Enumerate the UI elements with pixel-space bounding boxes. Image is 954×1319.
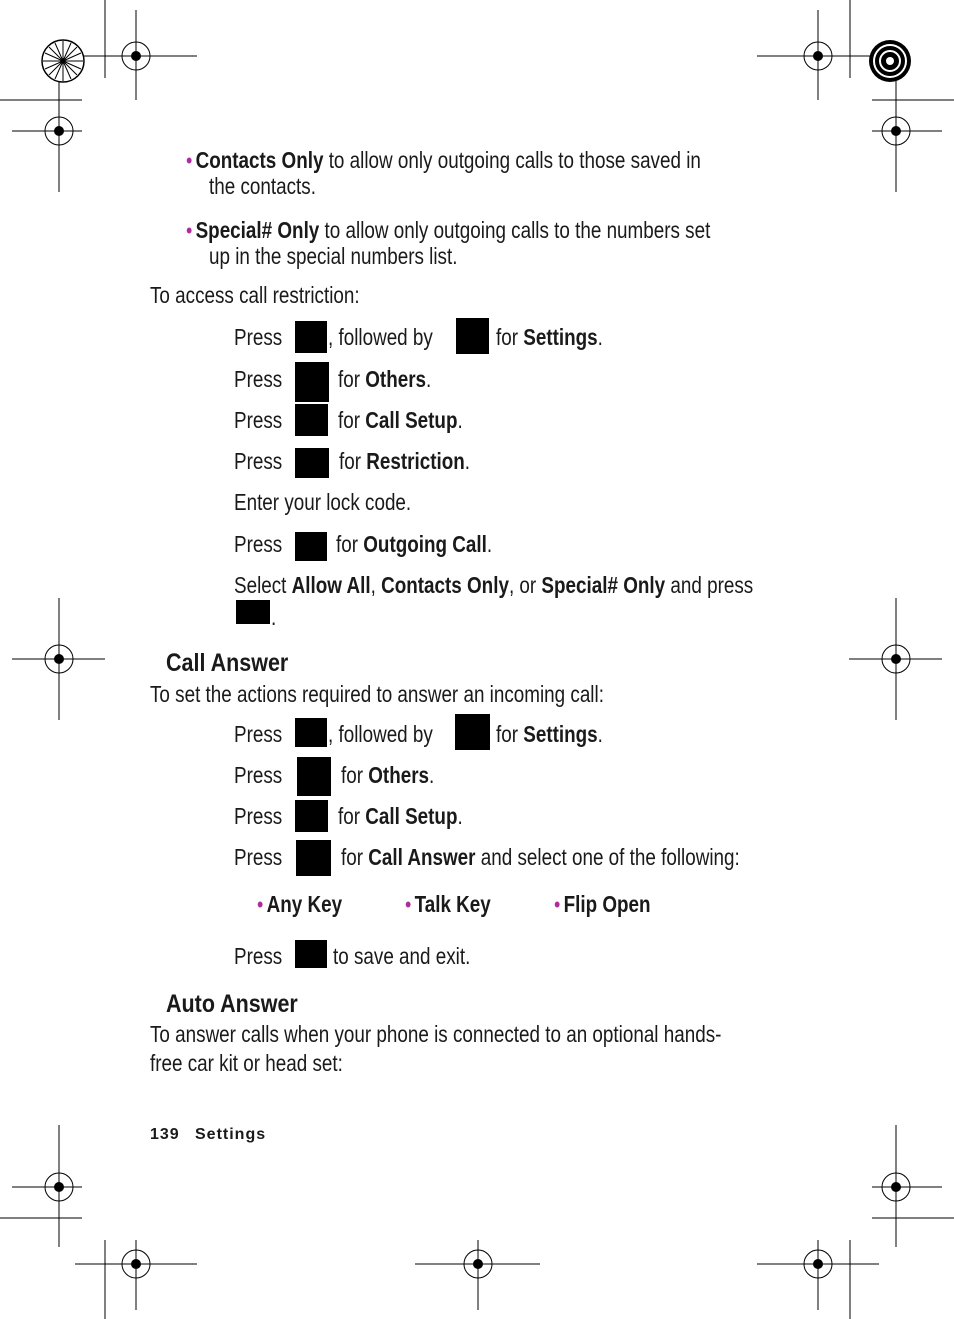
star-target-left	[42, 40, 84, 82]
call-answer-step-3-tail: for Call Setup.	[338, 803, 463, 829]
restriction-step-2-press: Press	[234, 366, 283, 392]
bullet-dot-icon: •	[186, 148, 193, 173]
restriction-step-7-end: .	[271, 604, 277, 630]
auto-answer-line-1: To answer calls when your phone is connected to an optional hands-	[150, 1021, 722, 1047]
restriction-step-5: Enter your lock code.	[234, 489, 412, 515]
restriction-step-4-press: Press	[234, 448, 283, 474]
footer-section: Settings	[195, 1126, 267, 1143]
page-number: 139	[150, 1126, 180, 1143]
bullet-dot-icon: •	[257, 892, 264, 917]
star-target-right	[869, 40, 911, 82]
call-answer-intro: To set the actions required to answer an incoming call:	[150, 681, 604, 707]
bullet-dot-icon: •	[186, 218, 193, 243]
option-talk-key: • Talk Key	[405, 891, 491, 917]
restriction-step-2-tail: for Others.	[338, 366, 432, 392]
number-key-icon	[296, 840, 331, 876]
bullet-contacts-only-cont: the contacts.	[209, 173, 316, 199]
menu-key-icon	[295, 321, 327, 353]
restriction-step-6-press: Press	[234, 531, 283, 557]
bullet-contacts-only: • Contacts Only to allow only outgoing calls to those saved in	[186, 147, 701, 173]
auto-answer-line-2: free car kit or head set:	[150, 1050, 343, 1076]
restriction-step-1-tail: for Settings.	[496, 324, 603, 350]
number-key-icon	[295, 532, 327, 561]
call-answer-step-1-mid: , followed by	[328, 721, 433, 747]
restriction-step-7: Select Allow All, Contacts Only, or Special# Only and press	[234, 572, 754, 598]
menu-key-icon	[295, 718, 327, 747]
call-answer-step-5-press: Press	[234, 943, 283, 969]
auto-answer-heading: Auto Answer	[166, 990, 298, 1018]
restriction-step-3-press: Press	[234, 407, 283, 433]
number-key-icon	[295, 362, 329, 402]
restriction-step-1-press: Press	[234, 324, 283, 350]
option-any-key: • Any Key	[257, 891, 343, 917]
call-answer-step-5-tail: to save and exit.	[333, 943, 471, 969]
number-key-icon	[455, 714, 490, 750]
call-answer-step-4-press: Press	[234, 844, 283, 870]
call-answer-step-1-tail: for Settings.	[496, 721, 603, 747]
call-answer-step-3-press: Press	[234, 803, 283, 829]
bullet-special-only: • Special# Only to allow only outgoing calls to the numbers set	[186, 217, 711, 243]
call-answer-step-2-tail: for Others.	[341, 762, 435, 788]
bullet-dot-icon: •	[405, 892, 412, 917]
ok-key-icon	[295, 940, 327, 968]
number-key-icon	[295, 404, 328, 436]
restriction-intro: To access call restriction:	[150, 282, 360, 308]
number-key-icon	[456, 318, 489, 354]
call-answer-heading: Call Answer	[166, 649, 289, 677]
call-answer-step-2-press: Press	[234, 762, 283, 788]
bullet-dot-icon: •	[554, 892, 561, 917]
bullet-special-only-cont: up in the special numbers list.	[209, 243, 458, 269]
option-flip-open: • Flip Open	[554, 891, 651, 917]
restriction-step-3-tail: for Call Setup.	[338, 407, 463, 433]
restriction-step-6-tail: for Outgoing Call.	[336, 531, 493, 557]
restriction-step-4-tail: for Restriction.	[339, 448, 471, 474]
number-key-icon	[295, 800, 328, 832]
call-answer-step-4-tail: for Call Answer and select one of the following:	[341, 844, 740, 870]
ok-key-icon	[236, 600, 270, 624]
restriction-step-1-mid: , followed by	[328, 324, 433, 350]
number-key-icon	[297, 757, 331, 796]
number-key-icon	[295, 448, 329, 478]
call-answer-step-1-press: Press	[234, 721, 283, 747]
